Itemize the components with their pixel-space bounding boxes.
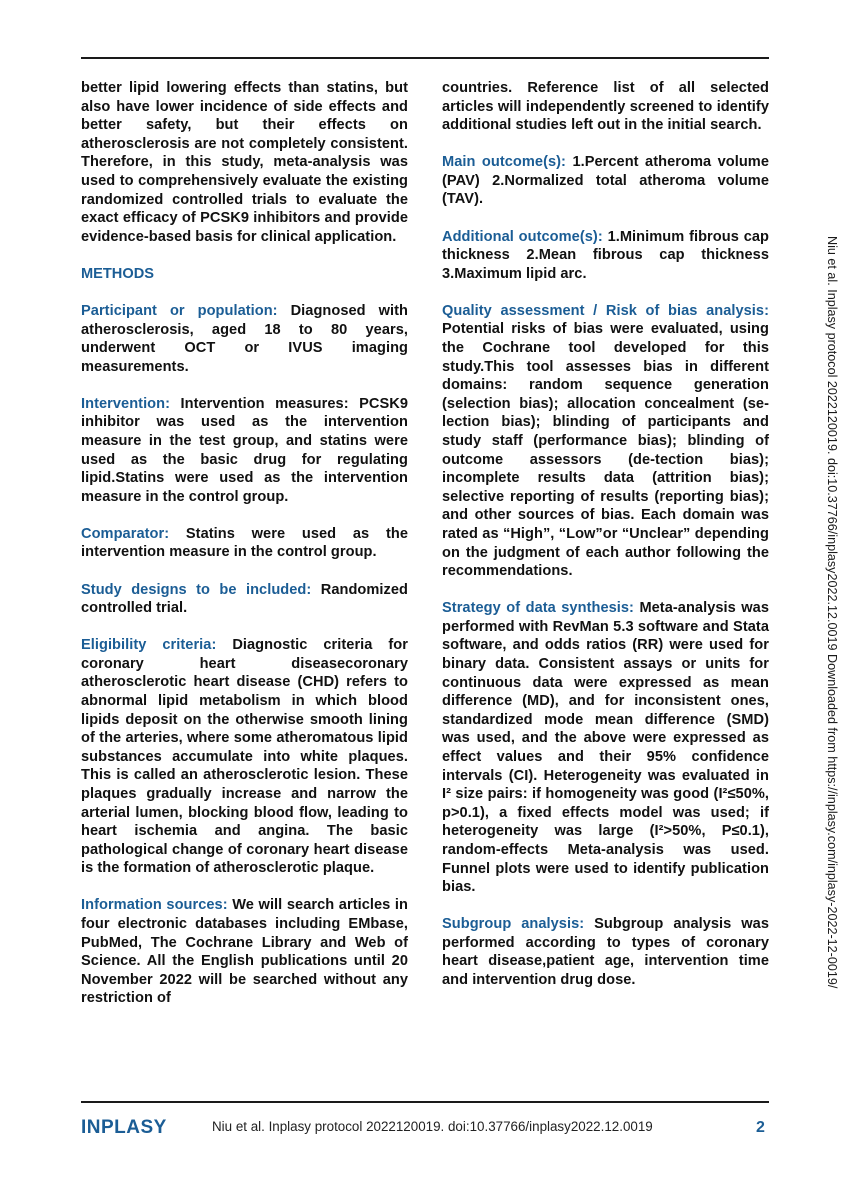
study-designs-section <box>81 581 408 618</box>
eligibility-label: Eligibility criteria: <box>81 637 217 654</box>
participant-label: Participant or population: <box>81 302 278 319</box>
data-synthesis-section <box>442 599 769 897</box>
intervention-text: Intervention measures: PCSK9 inhibitor was used as the intervention measure in the test group, and statins were used as the basic drug for regulating lipid.Statins were used as the intervention measure in the control group. <box>81 395 408 505</box>
right-column <box>442 79 769 1008</box>
comparator-label: Comparator: <box>81 525 170 542</box>
sidebar-download-note <box>821 182 843 1042</box>
study-designs-label: Study designs to be included: <box>81 581 312 598</box>
participant-section <box>81 302 408 376</box>
continuation-paragraph <box>442 79 769 135</box>
continuation-text: countries. Reference list of all selected articles will independently screened to identify additional studies left out in the initial search. <box>442 80 769 134</box>
quality-assessment-section <box>442 302 769 581</box>
comparator-text: Statins were used as the intervention measure in the control group. <box>81 525 409 561</box>
additional-outcomes-text: 1.Minimum fibrous cap thickness 2.Mean fibrous cap thickness 3.Maximum lipid arc. <box>442 228 770 282</box>
page-number: 2 <box>756 1119 765 1136</box>
subgroup-analysis-label: Subgroup analysis: <box>442 916 585 933</box>
main-outcomes-label: Main outcome(s): <box>442 154 566 171</box>
left-column <box>81 79 408 1027</box>
footer-brand: INPLASY <box>81 1117 167 1138</box>
subgroup-analysis-text: Subgroup analysis was performed according to types of coronary heart disease,patient age, intervention time and intervention drug dose. <box>442 916 769 989</box>
subgroup-analysis-section <box>442 915 769 989</box>
information-sources-text: We will search articles in four electronic databases including EMbase, PubMed, The Cochrane Library and Web of Science. All the English publications until 20 November 2022 will be searched without any restriction of <box>81 897 408 1007</box>
intervention-section <box>81 395 408 507</box>
quality-assessment-text: Potential risks of bias were evaluated, using the Cochrane tool developed for this study.This tool assesses bias in different domains: random sequence generation (selection bias); allocation concealment (se-lection bias); blinding of participants and study staff (performance bias); blinding of outcome assessors (de-tection bias); incomplete results data (attrition bias); selective reporting of results (reporting bias); and other sources of bias. Each domain was rated as “High”, “Low”or “Unclear” depending on the judgment of each author following the recommendations. <box>442 321 769 580</box>
information-sources-section <box>81 896 408 1008</box>
main-outcomes-section <box>442 153 769 209</box>
eligibility-section <box>81 636 408 878</box>
footer-citation: Niu et al. Inplasy protocol 2022120019. doi:10.37766/inplasy2022.12.0019 <box>212 1119 653 1134</box>
sidebar-text: Niu et al. Inplasy protocol 2022120019. doi:10.37766/inplasy2022.12.0019 Downloaded from https://inplasy.com/inplasy-2022-12-0019/ <box>825 235 839 989</box>
study-designs-text: Randomized controlled trial. <box>81 581 408 617</box>
comparator-section <box>81 525 408 562</box>
intro-paragraph <box>81 79 408 246</box>
intervention-label: Intervention: <box>81 395 171 412</box>
data-synthesis-label: Strategy of data synthesis: <box>442 600 634 617</box>
information-sources-label: Information sources: <box>81 897 228 914</box>
methods-heading: METHODS <box>81 265 154 282</box>
additional-outcomes-section <box>442 228 769 284</box>
intro-text: better lipid lowering effects than statins, but also have lower incidence of side effects and better safety, but their effects on atherosclerosis are not completely consistent. Therefore, in this study, meta-analysis was used to comprehensively evaluate the existing randomized controlled trials to evaluate the exact efficacy of PCSK9 inhibitors and provide evidence-based basis for clinical application. <box>81 80 408 245</box>
main-outcomes-text: 1.Percent atheroma volume (PAV) 2.Normalized total atheroma volume (TAV). <box>442 154 770 208</box>
quality-assessment-label: Quality assessment / Risk of bias analysis: <box>442 302 769 319</box>
bottom-rule <box>81 1101 769 1103</box>
top-rule <box>81 57 769 59</box>
data-synthesis-text: Meta-analysis was performed with RevMan 5.3 software and Stata software, and odds ratios (RR) were used for binary data. Consistent assays or units for continuous data were expressed as mean difference (MD), and for inconsistent ones, standardized mode mean difference (SMD) was used, and the above were expressed as effect values and their 95% confidence intervals (CI). Heterogeneity was evaluated in I² size pairs: if homogeneity was good (I²≤50%, p>0.1), a fixed effects model was used; if heterogeneity was large (I²>50%, P≤0.1), random-effects Meta-analysis was used. Funnel plots were used to identify publication bias. <box>442 600 769 896</box>
eligibility-text: Diagnostic criteria for coronary heart diseasecoronary atherosclerotic heart disease (CHD) refers to abnormal lipid metabolism in which blood lipids deposit on the otherwise smooth lining of the arteries, where some atheromatous lipid substances accumulate into white plaques. This is called an atherosclerotic lesion. These plaques gradually increase and narrow the arterial lumen, blocking blood flow, leading to heart ischemia and angina. The basic pathological change of coronary heart disease is the formation of atherosclerotic plaque. <box>81 637 408 877</box>
additional-outcomes-label: Additional outcome(s): <box>442 228 603 245</box>
participant-text: Diagnosed with atherosclerosis, aged 18 to 80 years, underwent OCT or IVUS imaging measurements. <box>81 302 409 375</box>
